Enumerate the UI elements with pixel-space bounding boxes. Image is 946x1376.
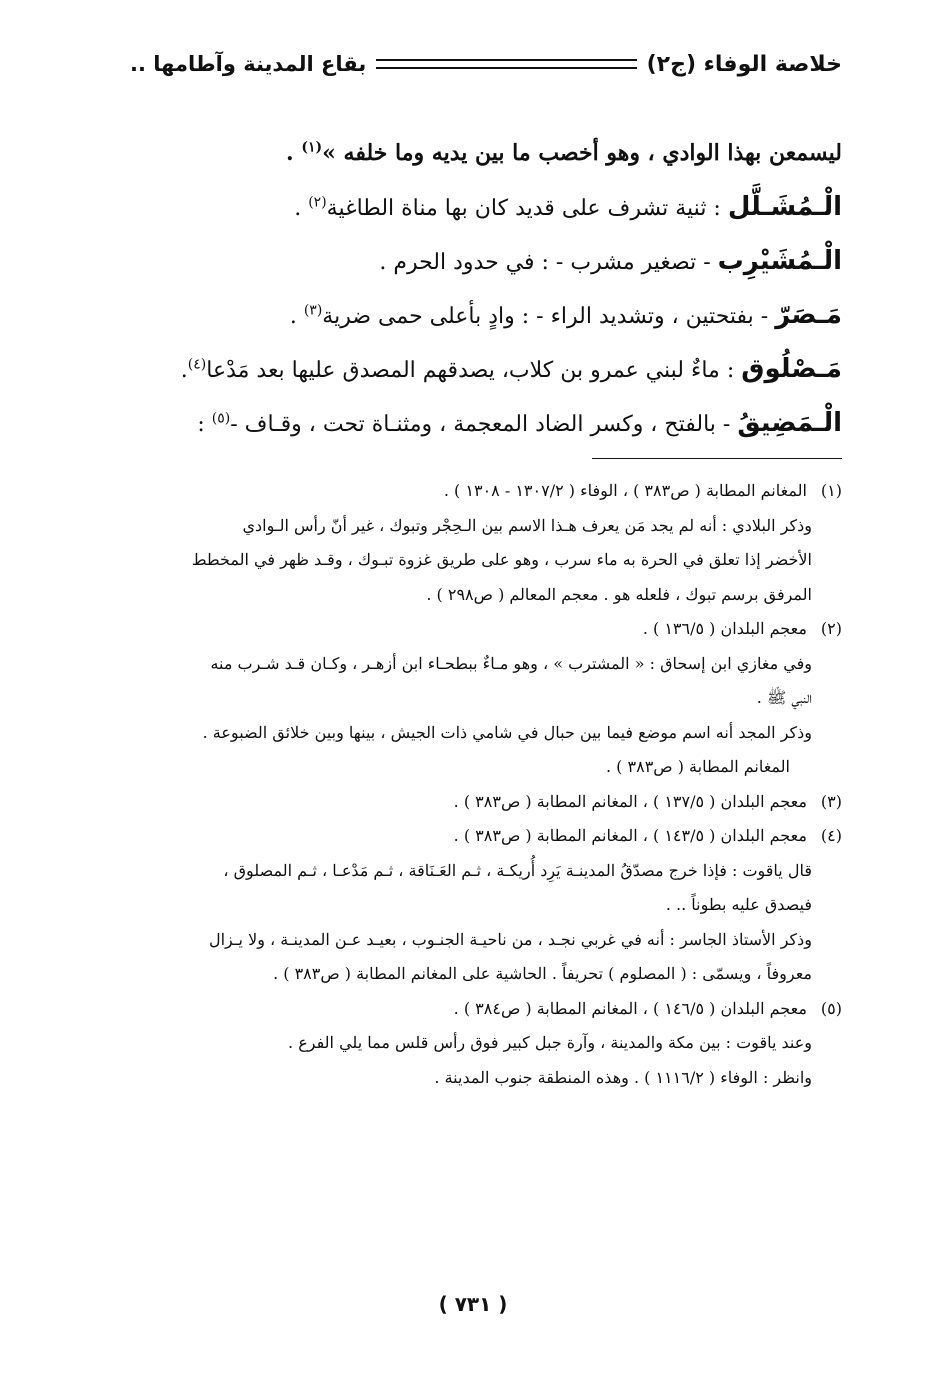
footnote-2-line: المغانم المطابة ( ص٣٨٣ ) . [606,757,790,776]
footnotes [102,474,842,1095]
footnote-ref: (٤) [187,356,207,373]
footnote-2-line: النبي ﷺ . [756,688,812,707]
entry-heading: الْـمُشَـلَّل [727,192,842,222]
footnote-ref: (١) [301,139,323,156]
running-header [130,44,842,84]
main-line-continuation: ليسمعن بهذا الوادي ، وهو أخصب ما بين يديه وما خلفه »$^{(١)}$ . [286,139,842,166]
footnote-number: (٥) [820,998,842,1018]
footnote-number: (٢) [820,619,842,638]
entry-madiq: الْـمَضِيقُ - بالفتح ، وكسر الضاد المعجمة ، ومثنـاة تحت ، وقـاف -$^{(٥)}$ : [197,408,842,438]
entry-heading: الْـمَضِيقُ [737,408,842,438]
footnote-ref: (٥) [211,410,231,427]
footnote-4: (٤) معجم البلدان ( ١٤٣/٥ ) ، المغانم المطابة ( ص٣٨٣ ) . [102,819,842,854]
footnote-separator [592,458,842,459]
footnote-1-line: الأخضر إذا تعلق في الحرة به ماء سرب ، وهو على طريق غزوة تبـوك ، وقـد ظهر في المخطط [191,550,812,569]
footnote-5: (٥) معجم البلدان ( ١٤٦/٥ ) ، المغانم المطابة ( ص٣٨٤ ) . [102,992,842,1027]
footnote-4-line: معروفاً ، ويسمّى : ( المصلوم ) تحريفاً . الحاشية على المغانم المطابة ( ص٣٨٣ ) . [273,964,812,983]
footnote-1-line: المرفق برسم تبوك ، فلعله هو . معجم المعالم ( ص٢٩٨ ) . [426,584,812,604]
footnote-2: (٢) معجم البلدان ( ١٣٦/٥ ) . [102,612,842,647]
footnote-2-line: وفي مغازي ابن إسحاق : « المشترب » ، وهو مـاءٌ ببطحـاء ابن أزهـر ، وكـان قـد شـرب منه [210,653,812,673]
footnote-4-line: فيصدق عليه بطوناً .. . [665,895,812,914]
footnote-number: (٣) [820,791,842,811]
footnote-ref: (٢) [308,194,327,211]
entry-heading: مَـصْلُوق [741,354,842,384]
entry-masar: مَـصَرّ - بفتحتين ، وتشديد الراء - : وادٍ بأعلى حمى ضرية$^{(٣)}$ . [289,300,842,330]
main-text [130,126,842,450]
footnote-number: (٤) [820,826,842,845]
footnote-ref: (٣) [303,302,323,319]
entry-heading: الْـمُشَيْرِب [717,246,842,276]
footnote-5-line: وعند ياقوت : بين مكة والمدينة ، وآرة جبل كبير فوق رأس قلس مما يلي الفرع . [288,1033,812,1052]
header-book-title: خلاصة الوفاء (ج٢) [646,51,842,77]
entry-heading: مَـصَرّ [775,300,842,330]
footnote-5-line: وانظر : الوفاء ( ١١١٦/٢ ) . وهذه المنطقة جنوب المدينة . [434,1067,812,1087]
footnote-number: (١) [820,481,842,500]
header-double-rule [376,59,636,69]
page-number: ( ٧٣١ ) [438,1292,508,1316]
footnote-4-line: قال ياقوت : فإذا خرج مصدّقُ المدينـة يَرِد أُريكـة ، ثـم العَـنَاقة ، ثـم مَدْعـا ، ثـم المصلوق ، [223,860,812,880]
footnote-2-line: وذكر المجد أنه اسم موضع فيما بين حبال في شامي ذات الجيش ، بينها وبين خلائق الضبوعة . [202,722,812,742]
footnote-4-line: وذكر الأستاذ الجاسر : أنه في غربي نجـد ، من ناحيـة الجنـوب ، بعيـد عـن المدينـة ، ولا يـزال [208,929,812,949]
header-section-title: بقاع المدينة وآطامها .. [130,52,367,76]
entry-mushayrib: الْـمُشَيْرِب - تصغير مشرب - : في حدود الحرم . [379,246,842,276]
footnote-1: (١) المغانم المطابة ( ص٣٨٣ ) ، الوفاء ( ١٣٠٧/٢ - ١٣٠٨ ) . [102,474,842,509]
footnote-1-line: وذكر البلادي : أنه لم يجد مَن يعرف هـذا الاسم بين الـحِجْر وتبوك ، غير أنّ رأس الـوادي [242,515,812,535]
entry-masluq: مَـصْلُوق : ماءٌ لبني عمرو بن كلاب، يصدقهم المصدق عليها بعد مَدْعا$^{(٤)}$. [180,354,842,384]
footnote-3: (٣) معجم البلدان ( ١٣٧/٥ ) ، المغانم المطابة ( ص٣٨٣ ) . [102,785,842,820]
entry-mushallal: الْـمُشَـلَّل : ثنية تشرف على قديد كان بها مناة الطاغية$^{(٢)}$ . [294,192,842,222]
